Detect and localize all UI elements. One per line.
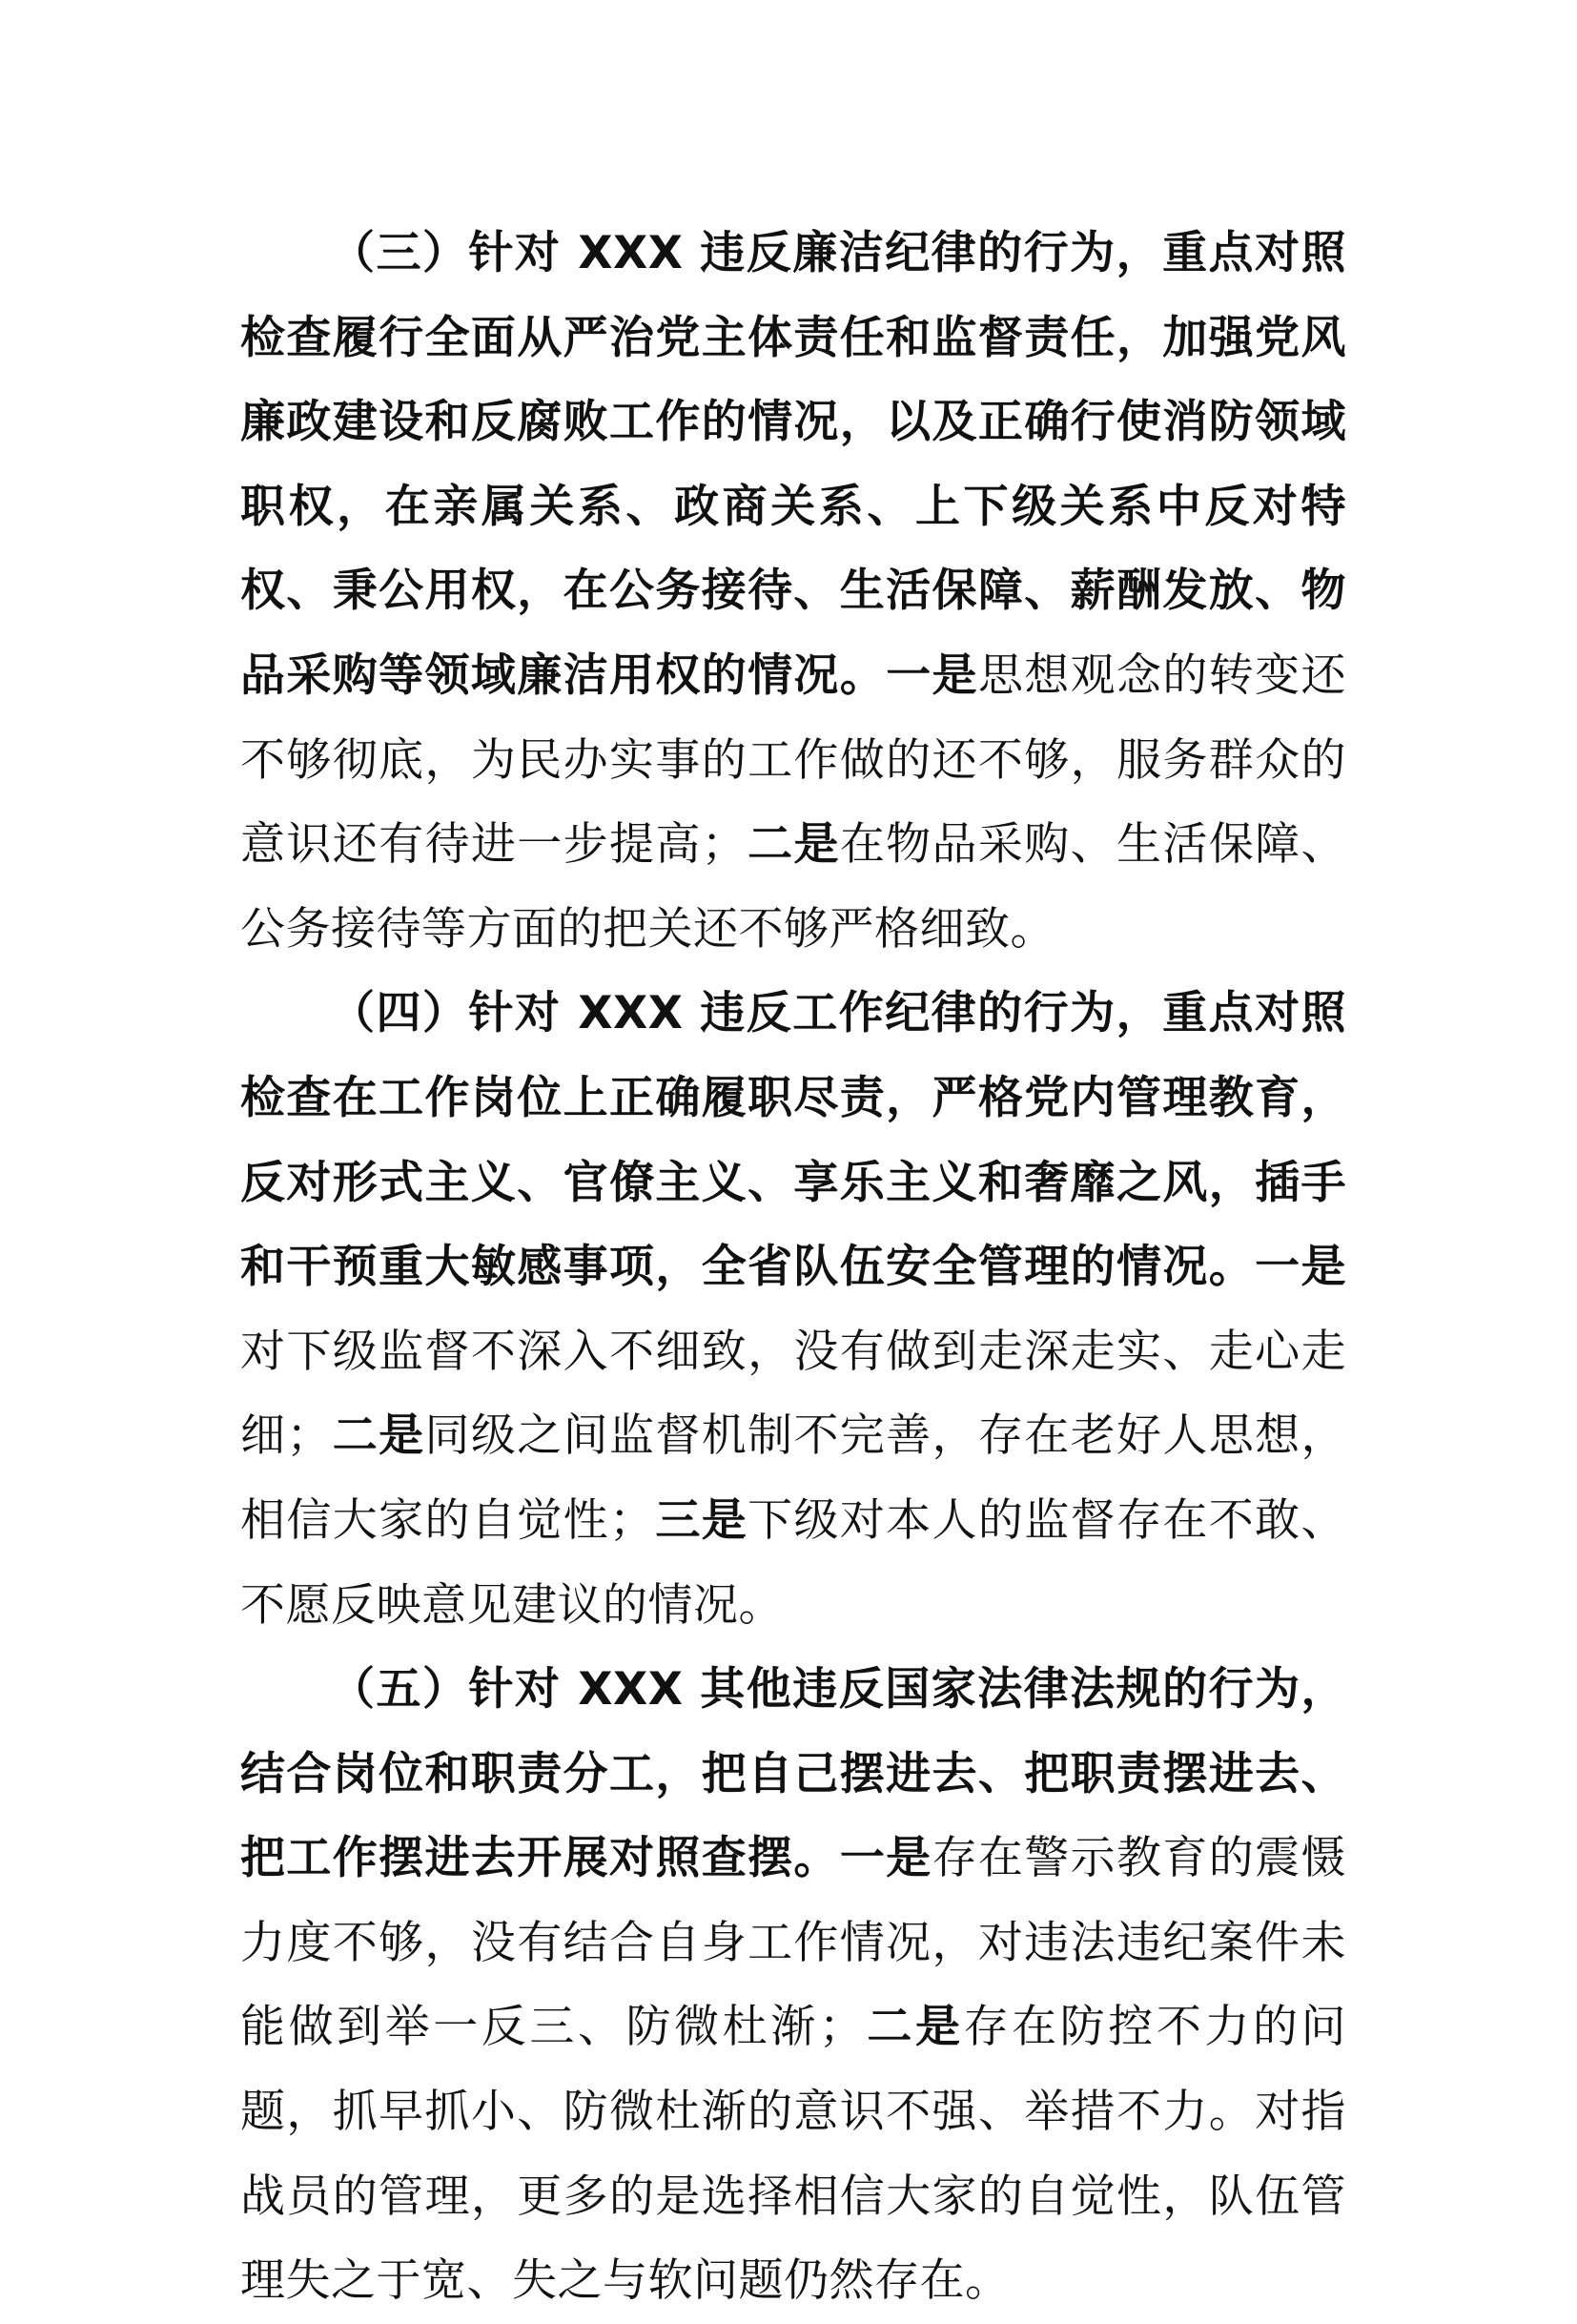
item-text: 下级对本人的监督存在不敢、不愿反映意见建议的情况。 (240, 1493, 1347, 1632)
item-text: 存在警示教育的震慑力度不够，没有结合自身工作情况，对违法违纪案件未能做到举一反三、防微杜渐； (240, 1832, 1347, 2054)
item-marker: 一是 (1255, 1241, 1347, 1294)
item-text: 存在防控不力的问题，抓早抓小、防微杜渐的意识不强、举措不力。对指战员的管理，更多的是选择相信大家的自觉性，队伍管理失之于宽、失之与软问题仍然存在。 (240, 2001, 1347, 2308)
section-3-heading: （三）针对 XXX 违反廉洁纪律的行为，重点对照检查履行全面从严治党主体责任和监督责任，加强党风廉政建设和反腐败工作的情况，以及正确行使消防领域职权，在亲属关系、政商关系、上下级关系中反对特权、秉公用权，在公务接待、生活保障、薪酬发放、物品采购等领域廉洁用权的情况。 (240, 227, 1346, 702)
item-marker: 二是 (747, 818, 840, 872)
item-text: 同级之间监督机制不完善，存在老好人思想，相信大家的自觉性； (240, 1409, 1347, 1547)
item-marker: 一是 (886, 648, 978, 702)
item-marker: 二是 (331, 1409, 425, 1463)
section-4-paragraph (240, 972, 1346, 1648)
section-5-paragraph (240, 1648, 1346, 2324)
item-marker: 二是 (864, 2001, 964, 2054)
section-5-heading: （五）针对 XXX 其他违反国家法律法规的行为，结合岗位和职责分工，把自己摆进去、把职责摆进去、把工作摆进去开展对照查摆。 (240, 1663, 1346, 1885)
item-marker: 一是 (839, 1832, 932, 1885)
item-text: 思想观念的转变还不够彻底，为民办实事的工作做的还不够，服务群众的意识还有待进一步提高； (240, 648, 1347, 872)
item-marker: 三是 (654, 1493, 748, 1547)
item-text: 对下级监督不深入不细致，没有做到走深走实、走心走细； (240, 1325, 1346, 1463)
section-3-paragraph (240, 212, 1346, 972)
item-text: 在物品采购、生活保障、公务接待等方面的把关还不够严格细致。 (240, 818, 1347, 956)
section-4-heading: （四）针对 XXX 违反工作纪律的行为，重点对照检查在工作岗位上正确履职尽责，严格党内管理教育，反对形式主义、官僚主义、享乐主义和奢靡之风，插手和干预重大敏感事项，全省队伍安全管理的情况。 (240, 987, 1346, 1294)
document-page (240, 212, 1346, 2324)
